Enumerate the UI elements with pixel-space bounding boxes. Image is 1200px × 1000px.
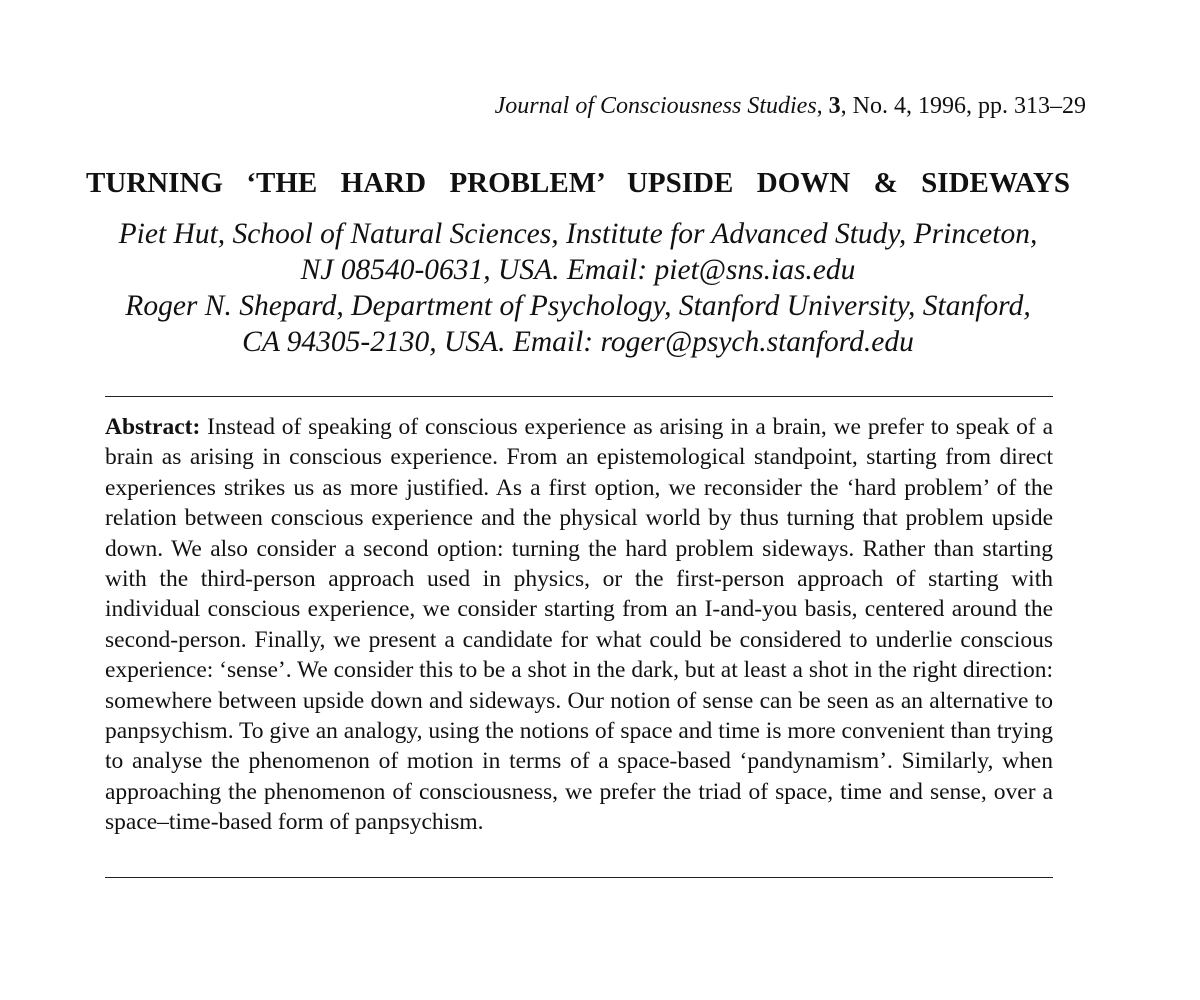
abstract-label: Abstract: xyxy=(105,414,201,440)
paper-title: TURNING ‘THE HARD PROBLEM’ UPSIDE DOWN & SIDEWAYS xyxy=(86,167,1070,199)
journal-volume: 3 xyxy=(828,93,841,119)
journal-issue-pages: , No. 4, 1996, pp. 313–29 xyxy=(840,93,1086,119)
author2-affiliation-line1: Roger N. Shepard, Department of Psychology, Stanford University, Stanford, xyxy=(125,290,1031,322)
abstract-bottom-rule xyxy=(105,877,1053,878)
abstract-text: Instead of speaking of conscious experience as arising in a brain, we prefer to speak of a brain as arising in conscious experience. From an epistemological standpoint, starting from direct experiences strikes us as more justified. As a first option, we reconsider the ‘hard problem’ of the relation between conscious experience and the physical world by thus turning that problem upside down. We also consider a second option: turning the hard problem sideways. Rather than starting with the third-person approach used in physics, or the first-person approach of starting with individual conscious experience, we consider starting from an I-and-you basis, centered around the second-person. Finally, we present a candidate for what could be considered to underlie conscious experience: ‘sense’. We consider this to be a shot in the dark, but at least a shot in the right direction: somewhere between upside down and sideways. Our notion of sense can be seen as an alternative to panpsychism. To give an analogy, using the notions of space and time is more convenient than trying to analyse the phenomenon of motion in terms of a space-based ‘pandynamism’. Similarly, when approaching the phenomenon of consciousness, we prefer the triad of space, time and sense, over a space–time-based form of panpsychism. xyxy=(105,414,1053,836)
author1-affiliation-line1: Piet Hut, School of Natural Sciences, Institute for Advanced Study, Princeton, xyxy=(118,218,1038,250)
abstract-top-rule xyxy=(105,396,1053,397)
author1-affiliation-line2: NJ 08540-0631, USA. Email: piet@sns.ias.edu xyxy=(300,254,856,286)
journal-citation xyxy=(495,90,1086,122)
author2-affiliation-line2: CA 94305-2130, USA. Email: roger@psych.stanford.edu xyxy=(242,326,914,358)
journal-name: Journal of Consciousness Studies xyxy=(494,93,817,119)
journal-separator: , xyxy=(816,93,829,119)
author-affiliations xyxy=(60,216,1096,360)
abstract xyxy=(105,412,1053,838)
